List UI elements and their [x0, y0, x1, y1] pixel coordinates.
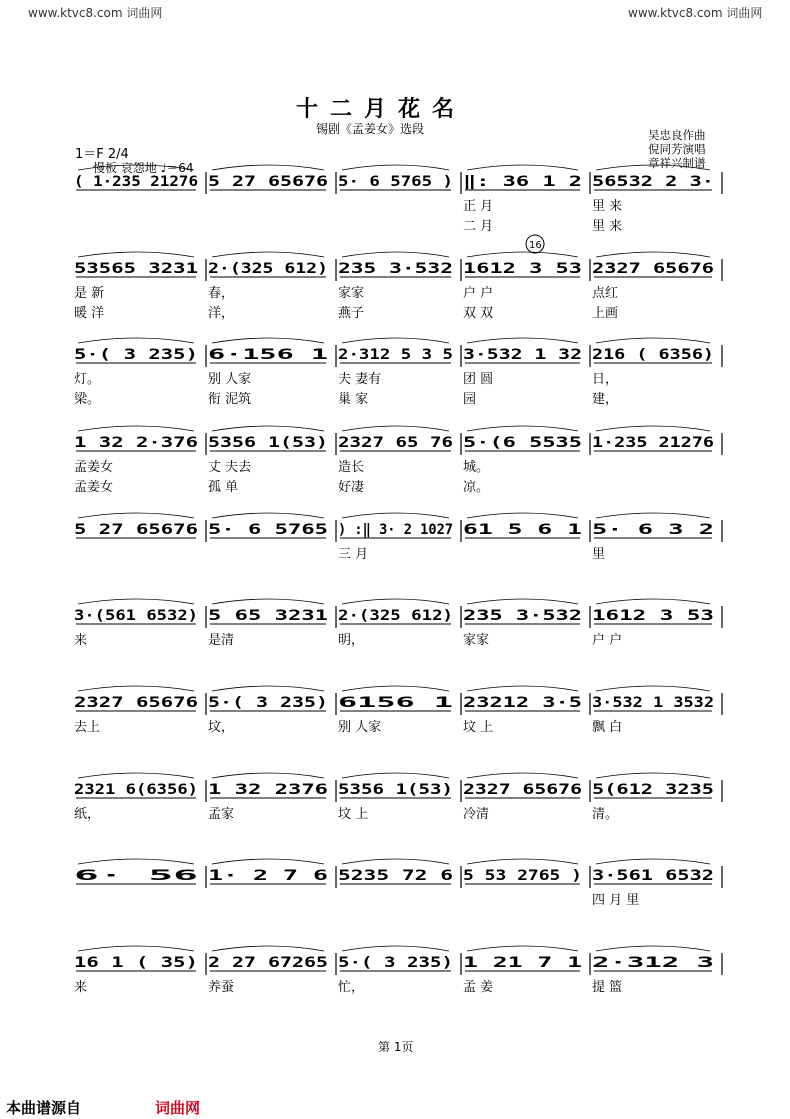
- slur-arc: [342, 252, 449, 257]
- slur-arc: [596, 165, 710, 170]
- lyric-text: 纸，: [74, 807, 101, 822]
- lyric-text: 洋，: [208, 306, 235, 321]
- measure-notes: 5· 6 5765: [208, 522, 328, 538]
- lyric-text: 灯。: [74, 372, 101, 387]
- measure-notes: 5356 1(53): [208, 435, 328, 451]
- measure-notes: 5·( 3 235): [208, 695, 328, 711]
- credit-composer: 吴忠良作曲: [648, 128, 706, 142]
- measure-notes: 1 32 2·376: [74, 435, 198, 451]
- measure-notes: 235 3·532: [463, 608, 582, 624]
- lyric-text: 凉。: [463, 480, 490, 495]
- measure-notes: 5235 72 6: [338, 868, 453, 884]
- header-right[interactable]: www.ktvc8.com 词曲网: [628, 6, 763, 20]
- slur-arc: [78, 252, 194, 257]
- measure-notes: 2327 65676: [74, 695, 198, 711]
- subtitle: 锡剧《孟姜女》选段: [316, 122, 425, 136]
- lyric-text: 孟 姜: [463, 980, 494, 995]
- lyric-text: 三 月: [338, 547, 369, 562]
- slur-arc: [342, 773, 449, 778]
- lyric-text: 里 来: [592, 199, 623, 214]
- measure-notes: 5 27 65676: [74, 522, 198, 538]
- measure-notes: 2321 6(6356): [74, 782, 198, 798]
- slur-arc: [212, 773, 324, 778]
- lyric-text: 明，: [338, 633, 365, 648]
- measure-notes: 6156 1: [338, 695, 454, 711]
- lyric-text: 里: [592, 547, 606, 562]
- lyric-text: 冷清: [463, 807, 490, 822]
- lyric-text: 建，: [592, 392, 619, 407]
- lyric-text: 夫 妻有: [338, 372, 382, 387]
- measure-notes: 235 3·532: [338, 261, 453, 277]
- slur-arc: [596, 686, 710, 691]
- measure-notes: 61 5 6 1: [463, 522, 583, 538]
- slur-arc: [596, 859, 710, 864]
- slur-arc: [467, 252, 578, 257]
- slur-arc: [342, 686, 449, 691]
- measure-notes: 56532 2 3·: [592, 174, 714, 190]
- slur-arc: [596, 426, 710, 431]
- lyric-text: 四 月 里: [592, 893, 640, 908]
- lyric-text: 园: [463, 392, 477, 407]
- lyric-text: 里 来: [592, 219, 623, 234]
- slur-arc: [212, 338, 324, 343]
- measure-notes: ) :‖ 3· 2 1027: [338, 522, 453, 538]
- lyric-text: 养蚕: [208, 980, 235, 995]
- measure-notes: 6·156 1: [208, 347, 329, 363]
- measure-notes: 2·(325 612): [338, 608, 453, 624]
- measure-notes: 1612 3 53: [463, 261, 582, 277]
- measure-notes: 23212 3·5: [463, 695, 582, 711]
- measure-notes: 2·312 5 3 5: [338, 347, 453, 363]
- measure-notes: 5· 6 3 2: [592, 522, 714, 538]
- lyric-text: 日，: [592, 372, 619, 387]
- slur-arc: [212, 686, 324, 691]
- slur-arc: [78, 338, 194, 343]
- rehearsal-mark: 16: [529, 240, 542, 251]
- slur-arc: [342, 338, 449, 343]
- measure-notes: 3·532 1 32: [463, 347, 582, 363]
- lyric-text: 户 户: [463, 286, 494, 301]
- slur-arc: [342, 165, 449, 170]
- source-label: 本曲谱源自: [6, 1099, 82, 1117]
- measure-notes: 6· 56: [74, 868, 198, 884]
- lyric-text: 春，: [208, 286, 235, 301]
- lyric-text: 造长: [338, 460, 365, 475]
- lyric-text: 二 月: [463, 219, 494, 234]
- slur-arc: [78, 946, 194, 951]
- slur-arc: [342, 426, 449, 431]
- measure-notes: 5·( 3 235): [74, 347, 198, 363]
- slur-arc: [467, 165, 578, 170]
- measure-notes: 3·532 1 3532: [592, 695, 714, 711]
- slur-arc: [467, 773, 578, 778]
- slur-arc: [467, 599, 578, 604]
- measure-notes: ‖: 36 1 2: [463, 174, 582, 190]
- slur-arc: [212, 513, 324, 518]
- measure-notes: 1· 2 7 6: [208, 868, 328, 884]
- lyric-text: 提 篮: [592, 980, 623, 995]
- slur-arc: [467, 513, 578, 518]
- lyric-text: 燕子: [338, 306, 365, 321]
- slur-arc: [78, 686, 194, 691]
- slur-arc: [596, 252, 710, 257]
- lyric-text: 坟 上: [463, 720, 494, 735]
- lyric-text: 家家: [338, 286, 365, 301]
- slur-arc: [467, 338, 578, 343]
- measure-notes: 5(612 3235: [592, 782, 714, 798]
- lyric-text: 团 圆: [463, 372, 494, 387]
- measure-notes: 2327 65676: [592, 261, 714, 277]
- lyric-text: 坟，: [208, 720, 235, 735]
- slur-arc: [78, 773, 194, 778]
- lyric-text: 城。: [463, 460, 490, 475]
- page-number: 第 1页: [378, 1040, 414, 1054]
- slur-arc: [78, 426, 194, 431]
- slur-arc: [342, 946, 449, 951]
- measure-notes: 3·(561 6532): [74, 608, 198, 624]
- slur-arc: [467, 686, 578, 691]
- lyric-text: 点红: [592, 286, 619, 301]
- slur-arc: [212, 252, 324, 257]
- header-left[interactable]: www.ktvc8.com 词曲网: [28, 6, 163, 20]
- lyric-text: 暖 洋: [74, 306, 105, 321]
- slur-arc: [467, 946, 578, 951]
- lyric-text: 家家: [463, 633, 490, 648]
- lyric-text: 巢 家: [338, 392, 369, 407]
- measure-notes: 5·( 3 235): [338, 955, 453, 971]
- lyric-text: 是 新: [74, 286, 105, 301]
- slur-arc: [78, 165, 194, 170]
- lyric-text: 飘 白: [592, 720, 623, 735]
- credit-transcriber: 章祥兴制谱: [648, 156, 706, 170]
- lyric-text: 孟姜女: [74, 460, 114, 475]
- source-site-link[interactable]: 词曲网: [155, 1099, 201, 1117]
- slur-arc: [596, 946, 710, 951]
- tempo-marking: 慢板 哀怨地 ♩＝64: [93, 161, 194, 175]
- slur-arc: [342, 859, 449, 864]
- slur-arc: [467, 426, 578, 431]
- measure-notes: 16 1 ( 35): [74, 955, 198, 971]
- measure-notes: 2·312 3: [592, 955, 714, 971]
- lyric-text: 别 人家: [338, 720, 382, 735]
- measure-notes: 2327 65676: [463, 782, 582, 798]
- measure-notes: 3·561 6532: [592, 868, 714, 884]
- lyric-text: 户 户: [592, 633, 623, 648]
- measure-notes: 2327 65 76: [338, 435, 453, 451]
- measure-notes: 1 21 7 1: [463, 955, 583, 971]
- measure-notes: 5 65 3231: [208, 608, 329, 624]
- slur-arc: [596, 773, 710, 778]
- lyric-text: 坟 上: [338, 807, 369, 822]
- measure-notes: 5356 1(53): [338, 782, 453, 798]
- slur-arc: [342, 513, 449, 518]
- lyric-text: 孤 单: [208, 480, 239, 495]
- measure-notes: ( 1·235 21276: [74, 174, 198, 190]
- measure-notes: 2 27 67265: [208, 955, 328, 971]
- lyric-text: 孟家: [208, 807, 235, 822]
- lyric-text: 去上: [74, 720, 101, 735]
- slur-arc: [212, 426, 324, 431]
- measure-notes: 1 32 2376: [208, 782, 328, 798]
- lyric-text: 孟姜女: [74, 480, 114, 495]
- measure-notes: 1·235 21276: [592, 435, 714, 451]
- lyric-text: 清。: [592, 807, 619, 822]
- measure-notes: 53565 3231: [74, 261, 199, 277]
- lyric-text: 好凄: [338, 480, 365, 495]
- measure-notes: 5· 6 5765 ): [338, 174, 453, 190]
- measure-notes: 5 53 2765 ): [463, 868, 582, 884]
- slur-arc: [342, 599, 449, 604]
- credit-singer: 倪同芳演唱: [648, 142, 706, 156]
- slur-arc: [212, 599, 324, 604]
- measure-notes: 1612 3 53: [592, 608, 714, 624]
- slur-arc: [78, 599, 194, 604]
- slur-arc: [212, 946, 324, 951]
- slur-arc: [596, 338, 710, 343]
- page-title: 十二月花名: [296, 97, 467, 122]
- lyric-text: 来: [74, 633, 88, 648]
- slur-arc: [78, 513, 194, 518]
- slur-arc: [78, 859, 194, 864]
- lyric-text: 双 双: [463, 306, 494, 321]
- lyric-text: 来: [74, 980, 88, 995]
- measure-notes: 5 27 65676: [208, 174, 328, 190]
- measure-notes: 2·(325 612): [208, 261, 328, 277]
- lyric-text: 衔 泥筑: [208, 392, 252, 407]
- slur-arc: [596, 599, 710, 604]
- lyric-text: 上画: [592, 306, 619, 321]
- lyric-text: 是清: [208, 633, 235, 648]
- lyric-text: 别 人家: [208, 372, 252, 387]
- measure-notes: 216 ( 6356): [592, 347, 714, 363]
- slur-arc: [212, 165, 324, 170]
- slur-arc: [596, 513, 710, 518]
- measure-notes: 5·(6 5535: [463, 435, 582, 451]
- slur-arc: [212, 859, 324, 864]
- lyric-text: 忙，: [338, 980, 365, 995]
- slur-arc: [467, 859, 578, 864]
- lyric-text: 丈 夫去: [208, 460, 252, 475]
- lyric-text: 梁。: [74, 392, 101, 407]
- key-signature: 1＝F 2/4: [75, 147, 129, 162]
- lyric-text: 正 月: [463, 199, 494, 214]
